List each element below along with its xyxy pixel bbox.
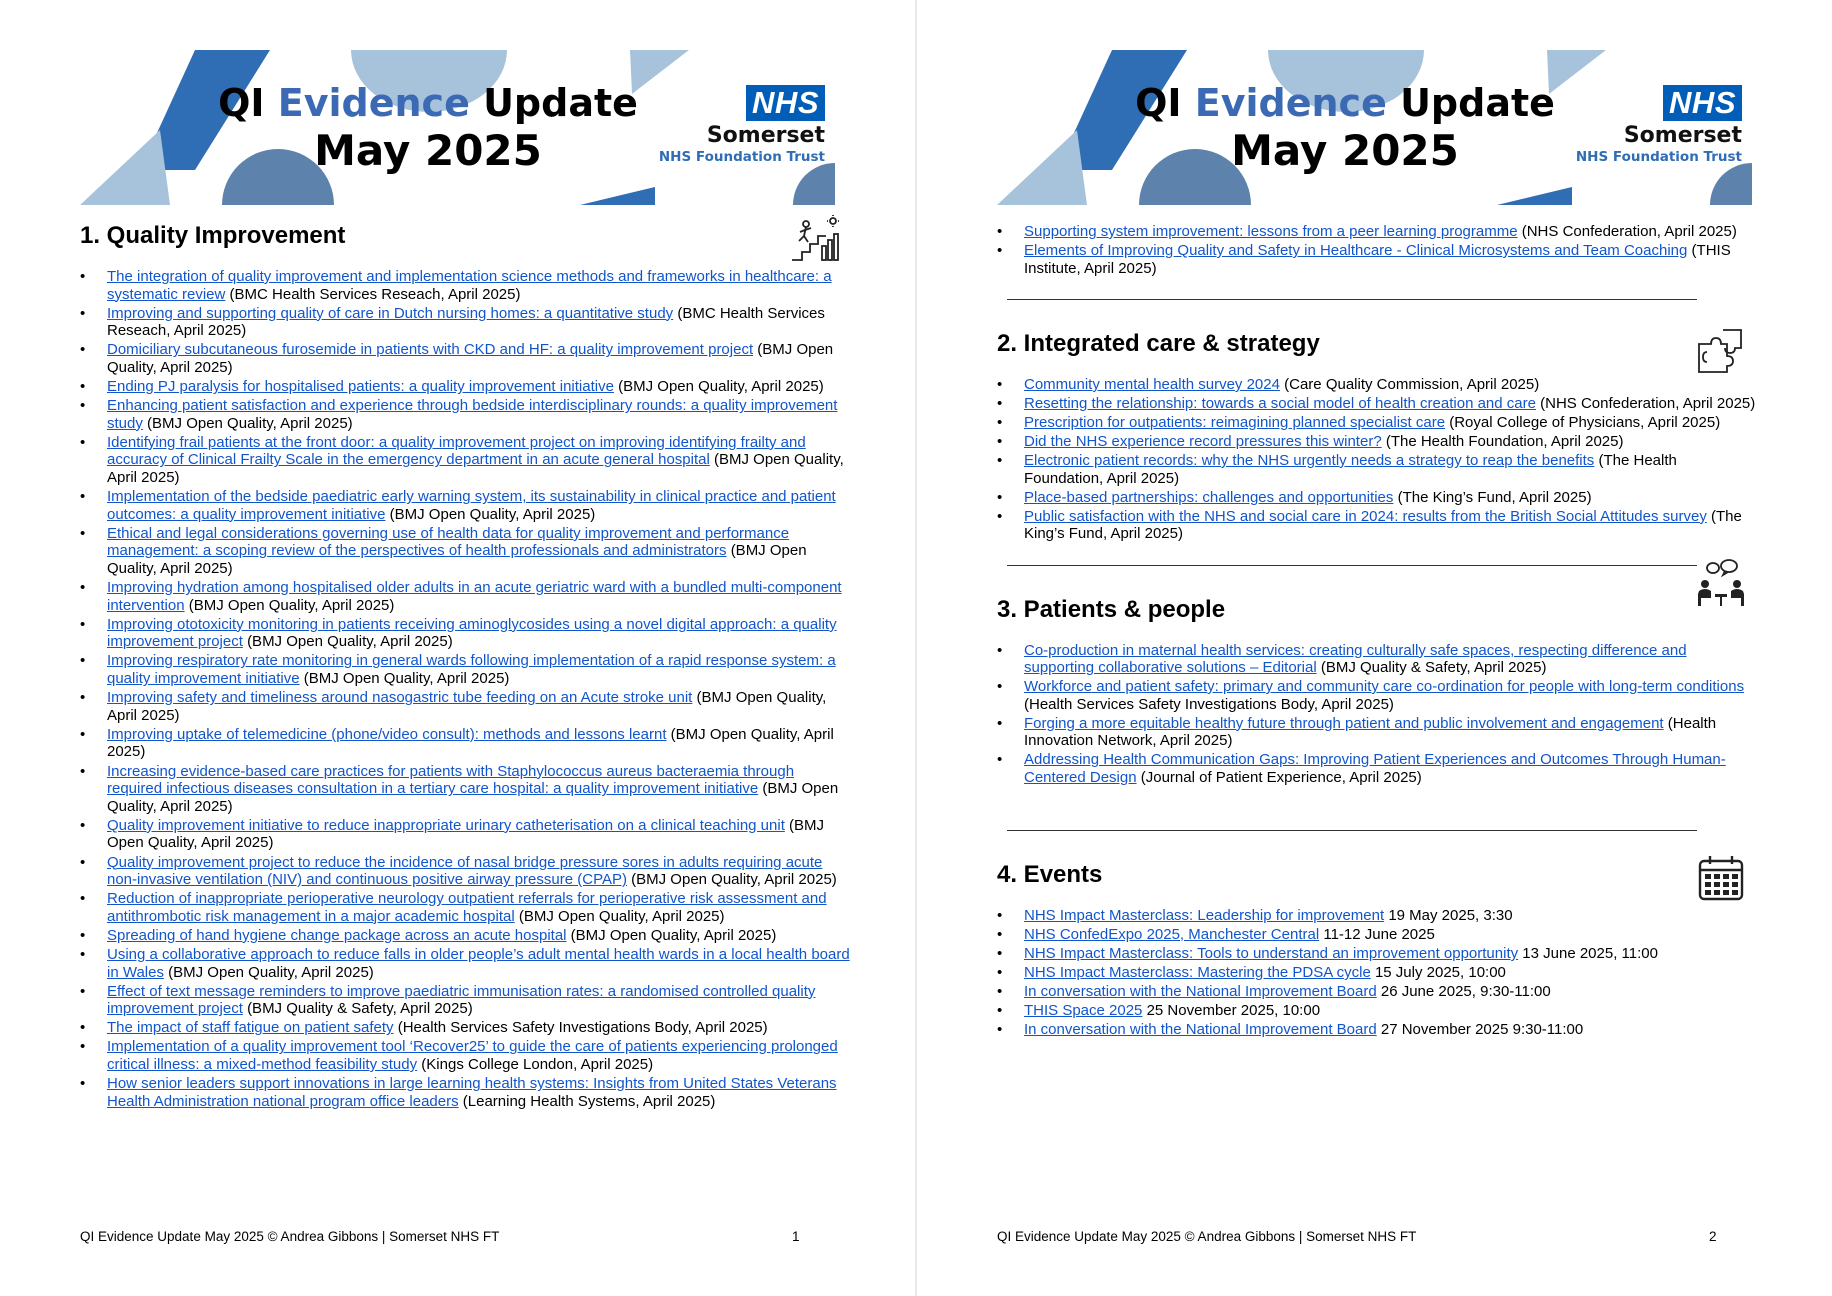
list-item bbox=[107, 488, 852, 523]
stairs-progress-icon bbox=[788, 214, 840, 264]
list-item bbox=[1024, 1021, 1757, 1039]
page-1-content bbox=[80, 222, 850, 1112]
title-word: QI bbox=[218, 81, 265, 125]
list-item bbox=[107, 854, 852, 889]
article-link[interactable]: NHS Impact Masterclass: Mastering the PDSA cycle bbox=[1024, 964, 1371, 981]
events-list bbox=[997, 907, 1757, 1039]
source-text: 15 July 2025, 10:00 bbox=[1374, 964, 1506, 981]
page-number: 1 bbox=[792, 1229, 800, 1244]
article-link[interactable]: Prescription for outpatients: reimagining planned specialist care bbox=[1024, 414, 1446, 431]
nhs-org-name: Somerset bbox=[706, 123, 825, 148]
article-link[interactable]: Public satisfaction with the NHS and social care in 2024: results from the British Social Attitudes survey bbox=[1024, 507, 1707, 525]
source-text: (The King’s Fund, April 2025) bbox=[1397, 488, 1592, 506]
nhs-logo-block bbox=[659, 85, 825, 165]
nhs-logo-block bbox=[1576, 85, 1742, 165]
source-text: (Learning Health Systems, April 2025) bbox=[462, 1092, 716, 1110]
list-item bbox=[1024, 926, 1757, 944]
source-text: (BMJ Open Quality, April 2025) bbox=[107, 689, 827, 724]
banner-shape bbox=[80, 130, 170, 205]
title-word: Evidence bbox=[277, 81, 470, 125]
list-item bbox=[107, 817, 852, 852]
article-link[interactable]: Improving ototoxicity monitoring in patients receiving aminoglycosides using a novel digital approach: a quality improvement project bbox=[107, 615, 837, 651]
article-link[interactable]: Spreading of hand hygiene change package across an acute hospital bbox=[107, 926, 567, 944]
divider bbox=[1007, 830, 1697, 831]
section-heading: 2. Integrated care & strategy bbox=[997, 330, 1320, 357]
list-item bbox=[1024, 433, 1757, 451]
footer bbox=[80, 1229, 800, 1244]
article-link[interactable]: Improving respiratory rate monitoring in general wards following implementation of a rapid response system: a quality improvement initiative bbox=[107, 652, 836, 688]
source-text: (BMJ Open Quality, April 2025) bbox=[168, 963, 374, 981]
source-text: (BMJ Open Quality, April 2025) bbox=[247, 633, 453, 651]
footer-text: QI Evidence Update May 2025 © Andrea Gibbons | Somerset NHS FT bbox=[80, 1229, 500, 1244]
article-link[interactable]: Forging a more equitable healthy future through patient and public involvement and engagement bbox=[1024, 714, 1664, 732]
article-link[interactable]: Increasing evidence-based care practices for patients with Staphylococcus aureus bacteraemia through required infectious diseases consultation in a tertiary care hospital: a quality improvement initiative bbox=[107, 762, 795, 798]
title-word: QI bbox=[1135, 81, 1182, 125]
article-link[interactable]: The impact of staff fatigue on patient safety bbox=[107, 1019, 394, 1037]
list-item bbox=[107, 525, 852, 578]
article-link[interactable]: In conversation with the National Improvement Board bbox=[1024, 983, 1377, 1000]
article-link[interactable]: Reduction of inappropriate perioperative neurology outpatient referrals for perioperative risk assessment and antithrombotic risk management in a major academic hospital bbox=[107, 890, 827, 925]
newsletter-title bbox=[1117, 80, 1573, 176]
list-item bbox=[1024, 678, 1757, 713]
list-item bbox=[107, 305, 852, 340]
list-item bbox=[107, 434, 852, 487]
article-link[interactable]: Implementation of the bedside paediatric early warning system, its sustainability in clinical practice and patient outcomes: a quality improvement initiative bbox=[107, 488, 836, 523]
source-text: (BMJ Open Quality, April 2025) bbox=[618, 378, 824, 396]
section-quality-improvement bbox=[80, 222, 850, 1110]
source-text: (The Health Foundation, April 2025) bbox=[1024, 452, 1677, 487]
list-item bbox=[107, 689, 852, 724]
source-text: (THIS Institute, April 2025) bbox=[1024, 242, 1731, 277]
section-heading: 4. Events bbox=[997, 861, 1103, 888]
list-item bbox=[107, 983, 852, 1018]
article-link[interactable]: Quality improvement initiative to reduce inappropriate urinary catheterisation on a clinical teaching unit bbox=[107, 816, 785, 834]
section-heading: 3. Patients & people bbox=[997, 595, 1226, 623]
article-link[interactable]: Implementation of a quality improvement tool ‘Recover25’ to guide the care of patients experiencing prolonged critical illness: a mixed-method feasibility study bbox=[107, 1038, 838, 1074]
source-text: (BMJ Quality & Safety, April 2025) bbox=[247, 1000, 473, 1018]
title-date: May 2025 bbox=[1231, 126, 1459, 175]
banner-shape bbox=[997, 130, 1087, 205]
source-text: (BMC Health Services Reseach, April 2025) bbox=[229, 285, 521, 303]
title-date: May 2025 bbox=[314, 126, 542, 175]
source-text: 27 November 2025 9:30-11:00 bbox=[1380, 1021, 1584, 1038]
source-text: 19 May 2025, 3:30 bbox=[1388, 907, 1513, 924]
banner-shape bbox=[793, 163, 835, 205]
article-link[interactable]: Ethical and legal considerations governing use of health data for quality improvement and performance management: a scoping review of the perspectives of health professionals and administrators bbox=[107, 524, 790, 560]
article-link[interactable]: Domiciliary subcutaneous furosemide in patients with CKD and HF: a quality improvement project bbox=[107, 341, 754, 359]
article-link[interactable]: How senior leaders support innovations in large learning health systems: Insights from United States Veterans Health Administration national program office leaders bbox=[107, 1075, 837, 1110]
list-item bbox=[1024, 376, 1757, 394]
article-link[interactable]: Ending PJ paralysis for hospitalised patients: a quality improvement initiative bbox=[107, 378, 614, 396]
source-text: (BMJ Open Quality, April 2025) bbox=[518, 907, 725, 925]
article-link[interactable]: Workforce and patient safety: primary and community care co-ordination for people with long-term conditions bbox=[1024, 678, 1745, 695]
banner bbox=[80, 50, 835, 206]
article-link[interactable]: In conversation with the National Improvement Board bbox=[1024, 1021, 1377, 1038]
article-link[interactable]: Enhancing patient satisfaction and experience through bedside interdisciplinary rounds: a quality improvement study bbox=[107, 397, 838, 432]
source-text: (BMJ Open Quality, April 2025) bbox=[107, 780, 839, 815]
list-item bbox=[1024, 715, 1757, 750]
list-item bbox=[107, 579, 852, 614]
list-item bbox=[107, 378, 852, 396]
list-item bbox=[107, 1038, 852, 1073]
source-text: (Kings College London, April 2025) bbox=[421, 1056, 654, 1074]
list-item bbox=[107, 341, 852, 376]
article-link[interactable]: Resetting the relationship: towards a social model of health creation and care bbox=[1024, 395, 1536, 412]
banner bbox=[997, 50, 1752, 206]
article-link[interactable]: Improving uptake of telemedicine (phone/video consult): methods and lessons learnt bbox=[107, 725, 667, 743]
source-text: (BMJ Open Quality, April 2025) bbox=[147, 414, 353, 432]
list-item bbox=[1024, 1002, 1757, 1020]
article-link[interactable]: Effect of text message reminders to improve paediatric immunisation rates: a randomised controlled quality improvement project bbox=[107, 982, 816, 1018]
source-text: 11-12 June 2025 bbox=[1323, 926, 1435, 943]
section-heading: 1. Quality Improvement bbox=[80, 222, 346, 249]
source-text: (Royal College of Physicians, April 2025) bbox=[1449, 414, 1721, 431]
title-word: Update bbox=[1400, 81, 1555, 125]
list-item bbox=[107, 616, 852, 651]
article-link[interactable]: Improving and supporting quality of care in Dutch nursing homes: a quantitative study bbox=[107, 304, 674, 322]
list-item bbox=[1024, 223, 1757, 241]
list-item bbox=[1024, 489, 1757, 507]
source-text: (BMJ Open Quality, April 2025) bbox=[188, 596, 395, 614]
article-link[interactable]: Quality improvement project to reduce the incidence of nasal bridge pressure sores in adults requiring acute non-invasive ventilation (NIV) and continuous positive airway pressure (CPAP) bbox=[107, 853, 823, 889]
article-link[interactable]: Elements of Improving Quality and Safety in Healthcare - Clinical Microsystems and Team Coaching bbox=[1024, 242, 1688, 259]
footer-text: QI Evidence Update May 2025 © Andrea Gibbons | Somerset NHS FT bbox=[997, 1229, 1417, 1244]
article-link[interactable]: Electronic patient records: why the NHS urgently needs a strategy to reap the benefits bbox=[1024, 452, 1595, 469]
article-link[interactable]: Improving safety and timeliness around nasogastric tube feeding on an Acute stroke unit bbox=[107, 689, 693, 707]
source-text: (BMJ Open Quality, April 2025) bbox=[389, 505, 596, 523]
page-2-content bbox=[997, 223, 1757, 1040]
list-item bbox=[1024, 983, 1757, 1001]
source-text: (BMJ Quality & Safety, April 2025) bbox=[1320, 659, 1547, 676]
article-link[interactable]: Addressing Health Communication Gaps: Improving Patient Experiences and Outcomes Through Human-Centered Design bbox=[1024, 751, 1726, 786]
source-text: (NHS Confederation, April 2025) bbox=[1521, 223, 1737, 240]
quality-improvement-list bbox=[80, 268, 850, 1110]
section-events bbox=[997, 861, 1757, 1039]
source-text: (BMJ Open Quality, April 2025) bbox=[107, 725, 834, 761]
source-text: (BMJ Open Quality, April 2025) bbox=[631, 871, 837, 889]
source-text: (Health Innovation Network, April 2025) bbox=[1024, 714, 1717, 749]
article-link[interactable]: Community mental health survey 2024 bbox=[1024, 376, 1280, 393]
source-text: (Health Services Safety Investigations Body, April 2025) bbox=[397, 1019, 768, 1037]
list-item bbox=[107, 927, 852, 945]
article-link[interactable]: NHS ConfedExpo 2025, Manchester Central bbox=[1024, 926, 1320, 943]
section-patients-people bbox=[997, 596, 1757, 787]
list-item bbox=[1024, 964, 1757, 982]
nhs-logo: NHS bbox=[1663, 85, 1742, 121]
list-item bbox=[1024, 642, 1757, 677]
list-item bbox=[107, 397, 852, 432]
nhs-org-subtitle: NHS Foundation Trust bbox=[1575, 149, 1742, 165]
list-item bbox=[107, 268, 852, 303]
article-link[interactable]: Did the NHS experience record pressures this winter? bbox=[1024, 433, 1382, 450]
article-link[interactable]: Identifying frail patients at the front door: a quality improvement project on improving identifying frailty and accuracy of Clinical Frailty Scale in the emergency department in an acute general hospital bbox=[107, 433, 806, 469]
page-1 bbox=[0, 0, 915, 1296]
patients-people-list bbox=[997, 642, 1757, 787]
source-text: (BMJ Open Quality, April 2025) bbox=[107, 341, 834, 376]
source-text: 13 June 2025, 11:00 bbox=[1522, 945, 1658, 962]
source-text: 26 June 2025, 9:30-11:00 bbox=[1380, 983, 1551, 1000]
footer bbox=[997, 1229, 1717, 1244]
list-item bbox=[1024, 945, 1757, 963]
article-link[interactable]: Using a collaborative approach to reduce falls in older people’s adult mental health wards in a local health board in Wales bbox=[107, 945, 850, 981]
source-text: (BMJ Open Quality, April 2025) bbox=[107, 542, 807, 577]
article-link[interactable]: Place-based partnerships: challenges and opportunities bbox=[1024, 488, 1394, 506]
people-conversation-icon bbox=[1695, 558, 1747, 608]
source-text: (Care Quality Commission, April 2025) bbox=[1284, 376, 1540, 393]
source-text: (Health Services Safety Investigations Body, April 2025) bbox=[1024, 695, 1394, 713]
list-item bbox=[107, 652, 852, 687]
source-text: 25 November 2025, 10:00 bbox=[1146, 1002, 1321, 1019]
list-item bbox=[107, 890, 852, 925]
list-item bbox=[107, 726, 852, 761]
list-item bbox=[107, 946, 852, 981]
newsletter-title bbox=[200, 80, 656, 176]
article-link[interactable]: THIS Space 2025 bbox=[1024, 1002, 1143, 1019]
source-text: (BMJ Open Quality, April 2025) bbox=[107, 451, 844, 487]
quality-improvement-list-continued bbox=[997, 223, 1757, 277]
source-text: (BMJ Open Quality, April 2025) bbox=[570, 926, 777, 944]
nhs-org-name: Somerset bbox=[1623, 123, 1742, 148]
article-link[interactable]: NHS Impact Masterclass: Leadership for improvement bbox=[1024, 907, 1385, 924]
banner-shape bbox=[1710, 163, 1752, 205]
banner-shape bbox=[580, 187, 655, 205]
calendar-icon bbox=[1695, 853, 1747, 903]
list-item bbox=[1024, 508, 1757, 543]
banner-shape bbox=[1497, 187, 1572, 205]
article-link[interactable]: Improving hydration among hospitalised older adults in an acute geriatric ward with a bundled multi-component intervention bbox=[107, 579, 842, 614]
list-item bbox=[1024, 751, 1757, 786]
puzzle-pieces-icon bbox=[1695, 326, 1747, 376]
nhs-logo: NHS bbox=[746, 85, 825, 121]
list-item bbox=[1024, 907, 1757, 925]
article-link[interactable]: Co-production in maternal health services: creating culturally safe spaces, respecting difference and supporting collaborative solutions – Editorial bbox=[1024, 641, 1687, 676]
list-item bbox=[107, 763, 852, 816]
section-integrated-care bbox=[997, 330, 1757, 543]
source-text: (The King’s Fund, April 2025) bbox=[1024, 507, 1742, 542]
page-number: 2 bbox=[1709, 1229, 1717, 1244]
source-text: (Journal of Patient Experience, April 2025) bbox=[1140, 768, 1422, 786]
list-item bbox=[107, 1019, 852, 1037]
divider bbox=[1007, 565, 1697, 566]
list-item bbox=[107, 1075, 852, 1110]
source-text: (NHS Confederation, April 2025) bbox=[1540, 395, 1756, 412]
article-link[interactable]: Supporting system improvement: lessons from a peer learning programme bbox=[1024, 223, 1518, 240]
source-text: (BMC Health Services Reseach, April 2025) bbox=[107, 304, 825, 340]
article-link[interactable]: NHS Impact Masterclass: Tools to understand an improvement opportunity bbox=[1024, 945, 1519, 962]
list-item bbox=[1024, 452, 1757, 487]
integrated-care-list bbox=[997, 376, 1757, 543]
nhs-org-subtitle: NHS Foundation Trust bbox=[658, 149, 825, 165]
list-item bbox=[1024, 414, 1757, 432]
title-word: Evidence bbox=[1194, 81, 1387, 125]
list-item bbox=[1024, 395, 1757, 413]
divider bbox=[1007, 299, 1697, 300]
source-text: (BMJ Open Quality, April 2025) bbox=[107, 816, 825, 852]
source-text: (The Health Foundation, April 2025) bbox=[1385, 433, 1624, 450]
list-item bbox=[1024, 242, 1757, 277]
title-word: Update bbox=[483, 81, 638, 125]
source-text: (BMJ Open Quality, April 2025) bbox=[303, 670, 510, 688]
page-2 bbox=[917, 0, 1832, 1296]
article-link[interactable]: The integration of quality improvement and implementation science methods and frameworks in healthcare: a systematic review bbox=[107, 268, 832, 303]
